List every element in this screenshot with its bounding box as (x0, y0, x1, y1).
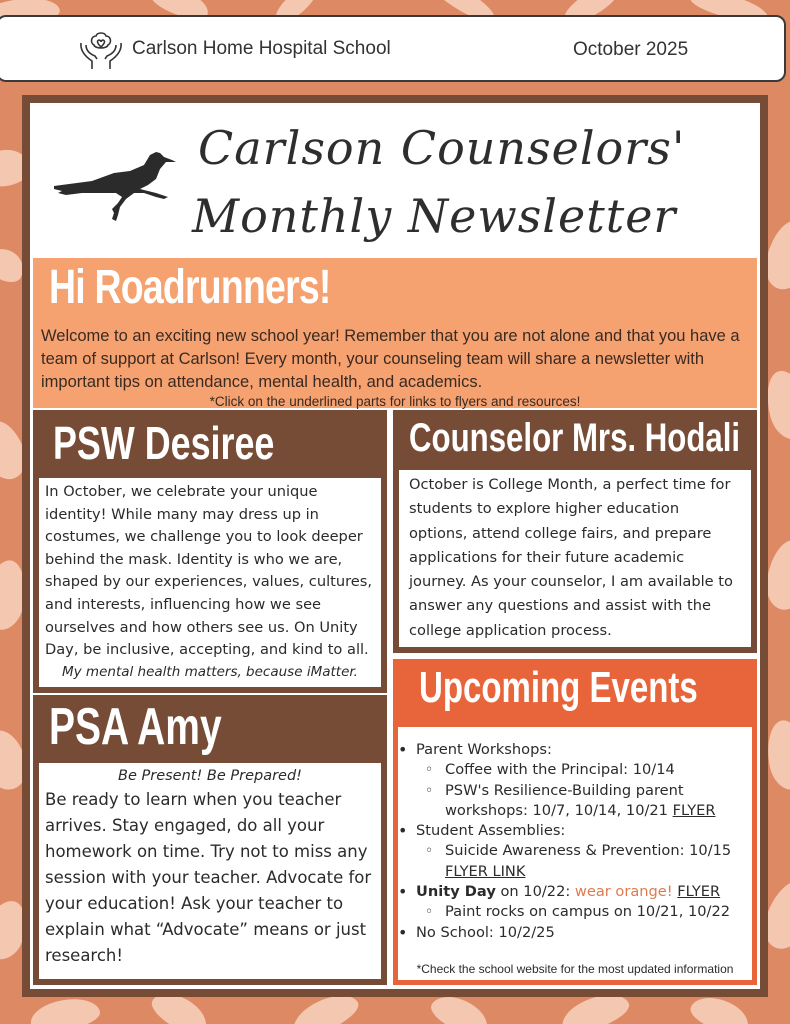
greeting-note: *Click on the underlined parts for links to flyers and resources! (209, 394, 581, 409)
psw-section (33, 410, 387, 693)
event-unity-day (398, 882, 752, 902)
newsletter-page (30, 103, 760, 989)
greeting-heading: Hi Roadrunners! (49, 261, 331, 314)
greeting-section (33, 258, 757, 408)
events-section (393, 659, 757, 985)
counselor-body: October is College Month, a perfect time for students to explore higher education options, attend college fairs, and prepare applications for their future academic journey. As your counselor, I am available to answer any questions and assist with the college application process. (409, 476, 733, 639)
event-parent-workshops (398, 740, 752, 760)
event-no-school (398, 923, 752, 943)
psw-body: In October, we celebrate your unique identity! While many may dress up in costumes, we challenge you to look deeper behind the mask. Identity is who we are, shaped by our experiences, values, cultures, and interests, influencing how we see ourselves and how others see us. On Unity Day, be inclusive, accepting, and kind to all. (45, 483, 373, 659)
psw-tagline: My mental health matters, because iMatter. (62, 663, 358, 680)
brain-in-hands-icon (78, 29, 124, 71)
events-list (398, 740, 752, 943)
title-line-1: Carlson Counselors' (198, 121, 686, 175)
school-name: Carlson Home Hospital School (132, 38, 391, 59)
wear-orange-text: wear orange! (574, 883, 673, 901)
roadrunner-icon (52, 143, 182, 223)
unity-day-label: Unity Day (416, 883, 496, 901)
events-body-box (398, 727, 752, 980)
event-label: Student Assemblies: (416, 822, 566, 840)
event-label: Parent Workshops: (416, 741, 552, 758)
psw-flyer-link[interactable]: FLYER (672, 801, 716, 819)
newsletter-date: October 2025 (573, 39, 689, 60)
event-label: Paint rocks on campus on 10/21, 10/22 (445, 903, 731, 921)
counselor-heading: Counselor Mrs. Hodali (409, 416, 741, 460)
psw-heading: PSW Desiree (53, 417, 275, 469)
event-psw-workshops (398, 781, 752, 822)
event-student-assemblies (398, 821, 752, 841)
title-line-2: Monthly Newsletter (192, 189, 677, 243)
psa-heading: PSA Amy (49, 698, 222, 756)
psa-tagline: Be Present! Be Prepared! (118, 768, 302, 784)
unity-day-date: on 10/22: (495, 883, 575, 901)
events-heading: Upcoming Events (419, 663, 698, 712)
psa-body-box (39, 763, 381, 979)
header-bar (0, 15, 786, 82)
newsletter-frame (22, 95, 768, 997)
suicide-flyer-link[interactable]: FLYER LINK (445, 862, 526, 880)
greeting-body: Welcome to an exciting new school year! Remember that you are not alone and that you have a team of support at Carlson! Every month, your counseling team will share a newsletter with important tips on attendance, mental health, and academics. (41, 327, 740, 391)
psw-body-box (39, 478, 381, 687)
counselor-section (393, 410, 757, 653)
events-footer-note: *Check the school website for the most updated information (416, 962, 734, 976)
event-label: Suicide Awareness & Prevention: 10/15 (445, 842, 732, 860)
event-suicide-awareness (398, 841, 752, 882)
event-label: No School: 10/2/25 (416, 923, 555, 941)
psa-body: Be ready to learn when you teacher arrives. Stay engaged, do all your homework on time. Try not to miss any session with your teacher. Advocate for your education! Ask your teacher to explain what “Advocate” means or just research! (45, 790, 372, 965)
event-label: Coffee with the Principal: 10/14 (445, 761, 675, 779)
newsletter-title (30, 103, 760, 258)
event-label: PSW's Resilience-Building parent workshops: 10/7, 10/14, 10/21 (445, 781, 684, 819)
psa-section (33, 695, 387, 985)
unity-flyer-link[interactable]: FLYER (677, 883, 721, 901)
event-paint-rocks (398, 902, 752, 922)
event-coffee (398, 760, 752, 780)
counselor-body-box (399, 470, 751, 647)
